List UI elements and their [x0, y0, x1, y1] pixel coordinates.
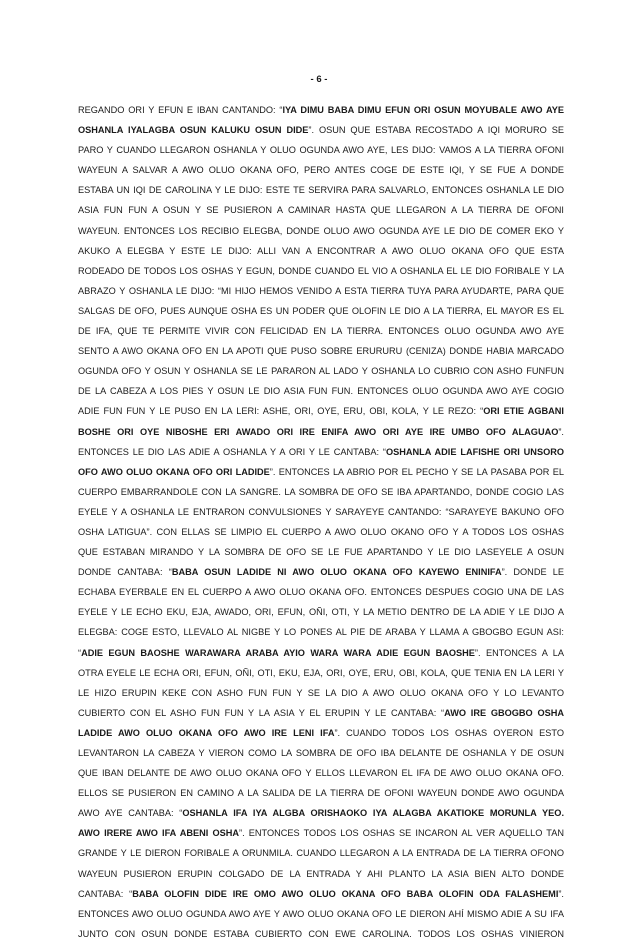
text-line [78, 622, 564, 642]
text-line [78, 743, 564, 763]
bold-text-segment: LADIDE AWO OLUO OKANA OFO AWO IRE LENI IFA [78, 727, 335, 738]
text-line [78, 904, 564, 924]
text-line [78, 924, 564, 944]
text-segment: JUNTO CON OSUN DONDE ESTABA CUBIERTO CON EWE CAROLINA. TODOS LOS OSHAS VINIERON [78, 928, 564, 939]
text-segment: SALGAS DE OFO, PUES AUNQUE OSHA ES UN PODER QUE OLOFIN LE DIO A LA TIERRA, EL MAYOR ES EL [78, 305, 564, 316]
text-line [78, 502, 564, 522]
text-line [78, 803, 564, 823]
text-segment: ECHABA EYERBALE EN EL CUERPO A AWO OLUO OKANA OFO. ENTONCES DESPUES COGIO UNA DE LAS [78, 587, 564, 598]
text-segment: WAYEUN PUSIERON ERUPIN COLGADO DE LA ENTRADA Y AHI PLANTO LA ASIA BIEN ALTO DONDE [78, 868, 564, 879]
text-line [78, 602, 564, 622]
text-line [78, 241, 564, 261]
text-segment: ”. CUANDO TODOS LOS OSHAS OYERON ESTO [334, 727, 564, 738]
text-line [78, 683, 564, 703]
text-segment: ELLOS SE PUSIERON EN CAMINO A LA SALIDA DE LA TIERRA DE OFONI WAYEUN DONDE AWO OGUNDA [78, 788, 564, 799]
text-line [78, 462, 564, 482]
text-segment: DONDE CANTABA: “ [78, 567, 172, 578]
text-segment: ENTONCES AWO OLUO OGUNDA AWO AYE Y AWO OLUO OKANA OFO LE DIERON AHÍ MISMO ADIE A SU IFA [78, 908, 564, 919]
text-line [78, 261, 564, 281]
bold-text-segment: ADIE EGUN BAOSHE WARAWARA ARABA AYIO WARA WARA ADIE EGUN BAOSHE [81, 647, 475, 658]
text-line [78, 160, 564, 180]
bold-text-segment: IYA DIMU BABA DIMU EFUN ORI OSUN MOYUBALE AWO AYE [282, 105, 564, 115]
text-segment: ”. DONDE LE [501, 567, 564, 578]
text-segment: ”. ENTONCES TODOS LOS OSHAS SE INCARON AL VER AQUELLO TAN [239, 828, 564, 839]
text-segment: LEVANTARON LA CABEZA Y VIERON COMO LA SOMBRA DE OFO IBA DELANTE DE OSHANLA Y DE OSUN [78, 748, 564, 758]
text-line [78, 582, 564, 602]
text-line [78, 843, 564, 863]
text-segment: REGANDO ORI Y EFUN E IBAN CANTANDO: “ [78, 105, 283, 115]
text-line [78, 723, 564, 743]
bold-text-segment: AWO IRERE AWO IFA ABENI OSHA [78, 828, 240, 839]
text-segment: CUBIERTO CON EL ASHO FUN FUN Y LA ASIA Y EL ERUPIN Y LE CANTABA: “ [78, 707, 445, 718]
bold-text-segment: ORI ETIE AGBANI [483, 406, 564, 417]
body-text [78, 100, 564, 944]
text-line [78, 281, 564, 301]
text-segment: LE HIZO ERUPIN KEKE CON ASHO FUN FUN Y SE LA DIO A AWO OLUO OKANA OFO Y LO LEVANTO [78, 687, 564, 698]
text-segment: ”. ENTONCES A LA [474, 647, 564, 658]
text-line [78, 401, 564, 421]
text-line [78, 301, 564, 321]
text-line [78, 180, 564, 200]
text-line [78, 200, 564, 220]
bold-text-segment: OSHANLA ADIE LAFISHE ORI UNSORO [385, 446, 564, 457]
text-line [78, 361, 564, 381]
text-segment: ESTABA UN IQI DE CAROLINA Y LE DIJO: ESTE TE SERVIRA PARA SALVARLO, ENTONCES OSHANLA LE DIO [78, 185, 564, 196]
text-line [78, 763, 564, 783]
page-number: - 6 - [310, 74, 328, 85]
text-line [78, 100, 564, 120]
text-line [78, 422, 564, 442]
text-segment: ENTONCES LE DIO LAS ADIE A OSHANLA Y A ORI Y LE CANTABA: “ [78, 446, 386, 457]
text-segment: ABRAZO Y OSHANLA LE DIJO: “MI HIJO HEMOS VENIDO A ESTA TIERRA TUYA PARA AYUDARTE, PARA QUE [78, 285, 564, 296]
text-segment: DE IFA, QUE TE PERMITE VIVIR CON FELICIDAD EN LA TIERRA. ENTONCES OLUO OGUNDA AWO AYE [78, 326, 564, 337]
text-segment: ELEGBA: COGE ESTO, LLEVALO AL NIGBE Y LO PONES AL PIE DE ARABA Y LLAMA A GBOGBO EGUN ASI: [78, 627, 564, 638]
bold-text-segment: OSHANLA IFA IYA ALGBA ORISHAOKO IYA ALAGBA AKATIOKE MORUNLA YEO. [182, 808, 564, 819]
text-segment: EYELE Y A OSHANLA LE ENTRARON CONVULSIONES Y SARAYEYE CANTANDO: “SARAYEYE BAKUNO OFO [78, 506, 564, 517]
text-segment: AWO AYE CANTABA: “ [78, 808, 183, 819]
text-line [78, 663, 564, 683]
text-line [78, 482, 564, 502]
text-segment: ADIE FUN FUN Y LE PUSO EN LA LERI: ASHE, ORI, OYE, ERU, OBI, KOLA, Y LE REZO: “ [78, 406, 484, 417]
text-line [78, 321, 564, 341]
text-segment: OSHA LATIGUA”. CON ELLAS SE LIMPIO EL CUERPO A AWO OLUO OKANO OFO Y A TODOS LOS OSHAS [78, 526, 564, 537]
text-line [78, 522, 564, 542]
text-segment: ”. [558, 888, 564, 899]
text-segment: QUE IBAN DELANTE DE AWO OLUO OKANA OFO Y ELLOS LLEVARON EL IFA DE AWO OLUO OKANA OFO. [78, 768, 564, 779]
bold-text-segment: OFO AWO OLUO OKANA OFO ORI LADIDE [78, 466, 270, 477]
bold-text-segment: BOSHE ORI OYE NIBOSHE ERI AWADO ORI IRE ENIFA AWO ORI AYE IRE UMBO OFO ALAGUAO [78, 426, 559, 437]
text-line [78, 643, 564, 663]
text-segment: CANTABA: “ [78, 888, 133, 899]
text-line [78, 221, 564, 241]
text-segment: RODEADO DE TODOS LOS OSHAS Y EGUN, DONDE CUANDO EL VIO A OSHANLA EL LE DIO FORIBALE Y LA [78, 265, 564, 276]
text-line [78, 381, 564, 401]
text-line [78, 442, 564, 462]
text-segment: ”. [558, 426, 564, 437]
text-segment: ASIA FUN FUN A OSUN Y SE PUSIERON A CAMINAR HASTA QUE LLEGARON A LA TIERRA DE OFONI [78, 205, 564, 216]
bold-text-segment: BABA OLOFIN DIDE IRE OMO AWO OLUO OKANA OFO BABA OLOFIN ODA FALASHEMI [132, 888, 559, 899]
text-segment: “ [78, 647, 82, 658]
text-segment: PARO Y CUANDO LLEGARON OSHANLA Y OLUO OGUNDA AWO AYE, LES DIJO: VAMOS A LA TIERRA OFONI [78, 145, 564, 156]
text-line [78, 703, 564, 723]
text-line [78, 884, 564, 904]
text-line [78, 140, 564, 160]
text-segment: ”. ENTONCES LA ABRIO POR EL PECHO Y SE LA PASABA POR EL [269, 466, 564, 477]
text-line [78, 783, 564, 803]
text-segment: EYELE Y LE ECHO EKU, EJA, AWADO, ORI, EFUN, OÑI, OTI, Y LA METIO DENTRO DE LA ADIE Y LE DIJO A [78, 607, 564, 618]
text-segment: OTRA EYELE LE ECHA ORI, EFUN, OÑI, OTI, EKU, EJA, ORI, OYE, ERU, OBI, KOLA, QUE TENIA EN LA LERI Y [78, 667, 564, 678]
text-segment: GRANDE Y LE DIERON FORIBALE A ORUNMILA. CUANDO LLEGARON A LA ENTRADA DE LA TIERRA OFONO [78, 848, 564, 859]
text-segment: WAYEUN. ENTONCES LOS RECIBIO ELEGBA, DONDE OLUO AWO OGUNDA AYE LE DIO DE COMER EKO Y [78, 225, 564, 236]
bold-text-segment: OSHANLA IYALAGBA OSUN KALUKU OSUN DIDE [78, 125, 309, 136]
text-segment: QUE ESTABAN MIRANDO Y LA SOMBRA DE OFO SE LE FUE APARTANDO Y LE DIO LASEYELE A OSUN [78, 547, 564, 558]
text-segment: DE LA CABEZA A LOS PIES Y OSUN LE DIO ASIA FUN FUN. ENTONCES OLUO OGUNDA AWO AYE COGIO [78, 386, 564, 397]
text-line [78, 823, 564, 843]
text-line [78, 864, 564, 884]
text-segment: OGUNDA OFO Y OSUN Y OSHANLA SE LE PARARON AL LADO Y OSHANLA LO CUBRIO CON ASHO FUNFUN [78, 366, 564, 377]
text-segment: WAYEUN A SALVAR A AWO OLUO OKANA OFO, PERO ANTES COGE DE ESTE IQI, Y SE FUE A DONDE [78, 165, 564, 176]
text-segment: SENTO A AWO OKANA OFO EN LA APOTI QUE PUSO SOBRE ERURURU (CENIZA) DONDE HABIA MARCADO [78, 346, 564, 357]
bold-text-segment: AWO IRE GBOGBO OSHA [444, 707, 564, 718]
text-line [78, 341, 564, 361]
bold-text-segment: BABA OSUN LADIDE NI AWO OLUO OKANA OFO KAYEWO ENINIFA [171, 567, 502, 578]
text-line [78, 562, 564, 582]
text-segment: AKUKO A ELEGBA Y ESTE LE DIJO: ALLI VAN A ENCONTRAR A AWO OLUO OKANA OFO QUE ESTA [78, 245, 564, 256]
text-line [78, 120, 564, 140]
text-line [78, 542, 564, 562]
text-segment: CUERPO EMBARRANDOLE CON LA SANGRE. LA SOMBRA DE OFO SE IBA APARTANDO, DONDE COGIO LAS [78, 486, 564, 497]
text-segment: ”. OSUN QUE ESTABA RECOSTADO A IQI MORURO SE [308, 125, 564, 136]
